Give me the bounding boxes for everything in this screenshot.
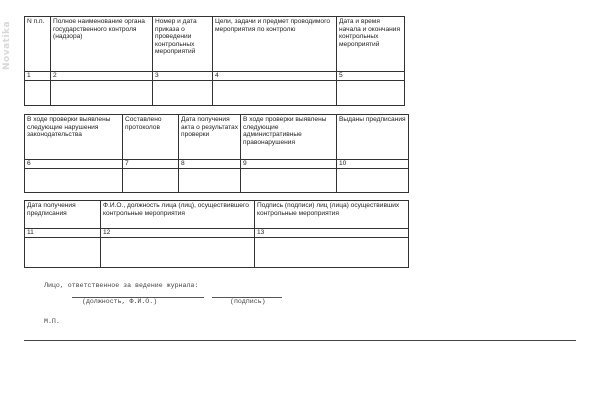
header-cell-admin-offenses: В ходе проверки выявлены следующие административные правонарушения: [241, 115, 337, 160]
responsible-person-label: Лицо, ответственное за ведение журнала:: [44, 282, 199, 289]
stamp-place-label: М.П.: [44, 318, 60, 325]
empty-entry-cell: [51, 80, 153, 105]
position-name-caption: (должность, Ф.И.О.): [82, 298, 158, 305]
header-cell-authority-name: Полное наименование органа государственного контроля (надзора): [51, 17, 153, 72]
empty-entry-cell: [337, 168, 409, 192]
empty-entry-cell: [101, 237, 255, 267]
bottom-divider: [24, 340, 576, 341]
empty-entry-cell: [179, 168, 241, 192]
header-cell-row-number: N п.п.: [25, 17, 51, 72]
column-number-cell: 10: [337, 160, 409, 169]
header-cell-violations-found: В ходе проверки выявлены следующие нарушения законодательства: [25, 115, 123, 160]
column-number-cell: 13: [255, 229, 409, 238]
column-number-cell: 8: [179, 160, 241, 169]
empty-entry-cell: [213, 80, 337, 105]
column-number-cell: 4: [213, 72, 337, 81]
empty-entry-cell: [337, 80, 405, 105]
header-cell-inspector-name-position: Ф.И.О., должность лица (лиц), осуществившего контрольные мероприятия: [101, 201, 255, 229]
signature-caption: (подпись): [230, 298, 266, 305]
header-cell-start-end-datetime: Дата и время начала и окончания контрольных мероприятий: [337, 17, 405, 72]
column-number-cell: 7: [123, 160, 179, 169]
empty-entry-cell: [25, 168, 123, 192]
header-cell-inspection-goals: Цели, задачи и предмет проводимого мероприятия по контролю: [213, 17, 337, 72]
column-number-cell: 9: [241, 160, 337, 169]
column-number-cell: 6: [25, 160, 123, 169]
column-number-cell: 2: [51, 72, 153, 81]
watermark: Novatika: [2, 20, 12, 70]
header-cell-orders-issued: Выданы предписания: [337, 115, 409, 160]
empty-entry-cell: [25, 80, 51, 105]
journal-table-1: [24, 16, 405, 106]
column-number-cell: 11: [25, 229, 101, 238]
empty-entry-cell: [25, 237, 101, 267]
column-number-cell: 12: [101, 229, 255, 238]
header-cell-order-received-date: Дата получения предписания: [25, 201, 101, 229]
empty-entry-cell: [123, 168, 179, 192]
header-cell-order-number-date: Номер и дата приказа о проведении контрольных мероприятий: [153, 17, 213, 72]
header-cell-protocols-drawn: Составлено протоколов: [123, 115, 179, 160]
journal-table-3: [24, 200, 409, 268]
header-cell-inspector-signatures: Подпись (подписи) лиц (лица) осуществивших контрольные мероприятия: [255, 201, 409, 229]
empty-entry-cell: [255, 237, 409, 267]
journal-table-2: [24, 114, 409, 193]
header-cell-act-received-date: Дата получения акта о результатах проверки: [179, 115, 241, 160]
empty-entry-cell: [241, 168, 337, 192]
column-number-cell: 3: [153, 72, 213, 81]
empty-entry-cell: [153, 80, 213, 105]
column-number-cell: 5: [337, 72, 405, 81]
column-number-cell: 1: [25, 72, 51, 81]
